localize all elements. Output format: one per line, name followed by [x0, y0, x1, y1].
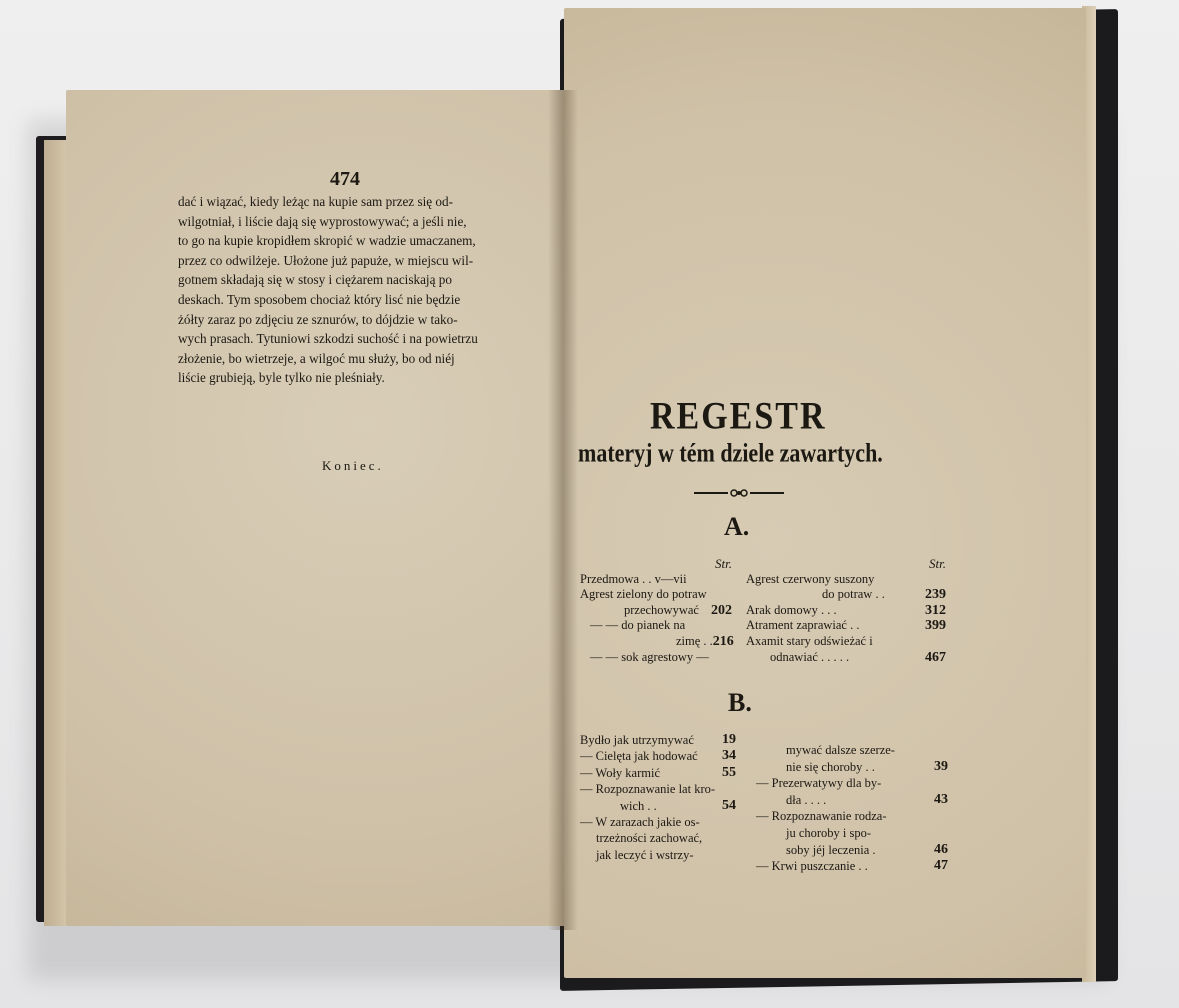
book-gutter: [548, 90, 578, 930]
ornament-divider: [694, 486, 784, 500]
text-line: wych prasach. Tytuniowi szkodzi suchość i na powietrzu: [178, 331, 478, 347]
index-entry: — — do pianek na: [590, 618, 686, 633]
index-entry: ju choroby i spo-: [786, 825, 872, 840]
section-b-left-column: [580, 732, 736, 863]
index-entry: — Woły karmić 55: [580, 764, 736, 780]
text-line: to go na kupie kropidłem skropić w wadzie umaczanem,: [178, 233, 476, 249]
index-entry: — Cielęta jak hodować 34: [580, 748, 736, 764]
index-entry: Przedmowa . . v—vii: [580, 571, 687, 586]
index-entry: zimę . . 216: [676, 633, 734, 649]
index-entry: — Krwi puszczanie . . 47: [756, 858, 948, 874]
index-title: REGESTR: [650, 395, 827, 438]
text-line: liście grubieją, byle tylko nie pleśniały.: [178, 370, 385, 386]
left-page-text: [178, 192, 548, 388]
index-entry: — W zarazach jakie os-: [580, 815, 700, 830]
section-b-right-column: [756, 742, 948, 875]
index-entry: — Prezerwatywy dla by-: [756, 776, 882, 791]
index-entry: — Rozpoznawanie rodza-: [756, 809, 887, 824]
index-entry: — — sok agrestowy —: [590, 649, 709, 664]
section-a-right-column: [746, 556, 946, 665]
text-line: dać i wiązać, kiedy leżąc na kupie sam przez się od-: [178, 194, 453, 209]
text-line: wilgotniał, i liście dają się wyprostowywać; a jeśli nie,: [178, 213, 467, 229]
index-entry: przechowywać 202: [624, 602, 732, 618]
index-entry: dła . . . . 43: [786, 791, 948, 807]
index-entry: trzeżności zachować,: [596, 831, 703, 846]
index-entry: mywać dalsze szerze-: [786, 743, 895, 757]
text-line: przez co odwilżeje. Ułożone już papuże, w miejscu wil-: [178, 252, 474, 268]
text-line: deskach. Tym sposobem chociaż który lisć nie będzie: [178, 291, 461, 307]
index-entry: jak leczyć i wstrzy-: [596, 847, 694, 862]
section-a-left-column: [580, 556, 732, 665]
index-entry: Bydło jak utrzymywać 19: [580, 732, 736, 747]
koniec-label: Koniec.: [322, 458, 384, 473]
index-entry: — Rozpoznawanie lat kro-: [580, 782, 716, 797]
index-entry: do potraw . . 239: [822, 587, 946, 603]
str-label: Str.: [929, 556, 946, 571]
index-entry: Atrament zaprawiać . . 399: [746, 618, 946, 634]
text-line: gotnem składają się w stosy i ciężarem naciskają po: [178, 272, 452, 288]
index-entry: Agrest zielony do potraw: [580, 587, 707, 602]
text-line: żółty zaraz po zdjęciu ze sznurów, to dójdzie w tako-: [178, 311, 458, 327]
section-letter-b: B.: [728, 688, 752, 717]
index-entry: soby jéj leczenia . 46: [786, 841, 948, 857]
index-entry: wich . . 54: [620, 797, 736, 813]
index-entry: nie się choroby . . 39: [786, 758, 948, 774]
index-entry: Axamit stary odświeżać i: [746, 633, 873, 648]
section-letter-a: A.: [724, 512, 750, 541]
index-entry: odnawiać . . . . . 467: [770, 649, 946, 665]
index-subtitle: materyj w tém dziele zawartych.: [578, 437, 883, 468]
index-entry: Arak domowy . . . 312: [746, 602, 946, 618]
index-entry: Agrest czerwony suszony: [746, 571, 875, 586]
text-line: złożenie, bo wietrzeje, a wilgoć mu służy, bo od niéj: [178, 350, 455, 366]
str-label: Str.: [715, 556, 732, 571]
page-number: 474: [330, 168, 360, 190]
